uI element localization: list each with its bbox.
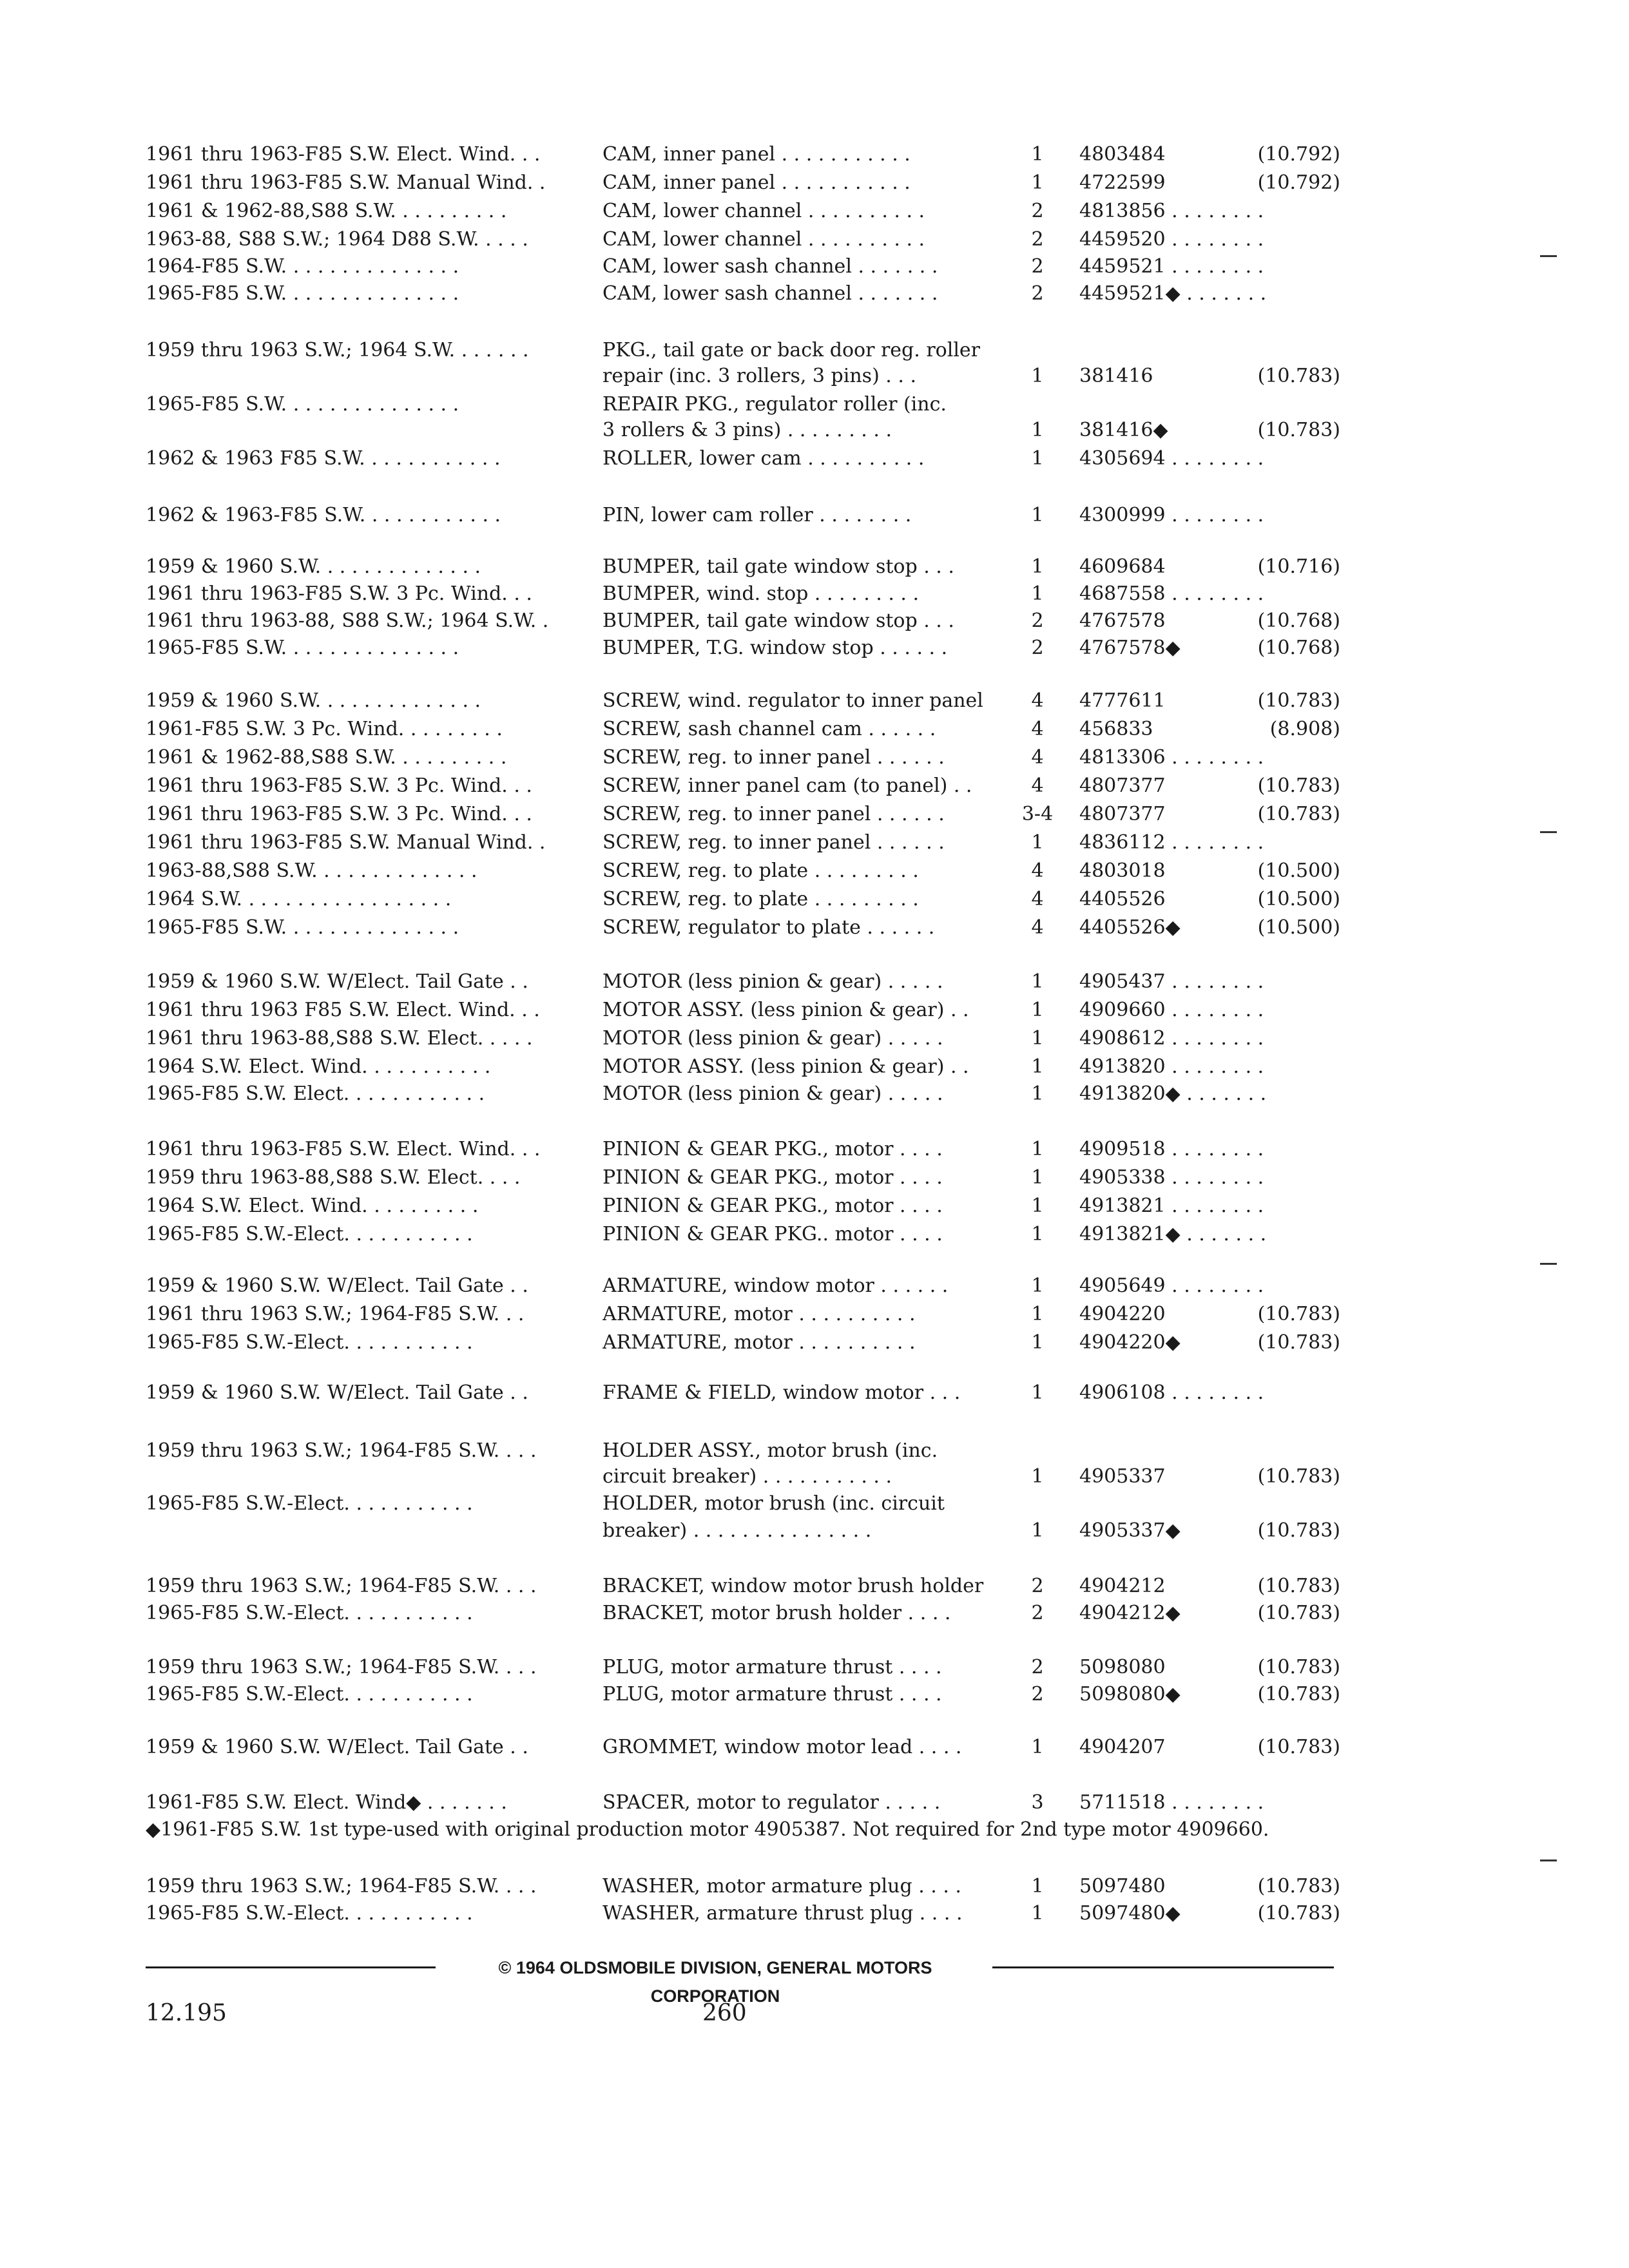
description-cell: 3 rollers & 3 pins) . . . . . . . . . xyxy=(602,419,892,441)
part-number-cell: 4300999 . . . . . . . . xyxy=(1079,504,1264,526)
part-number-cell: 4909660 . . . . . . . . xyxy=(1079,999,1264,1021)
application-cell: 1961-F85 S.W. 3 Pc. Wind. . . . . . . . . xyxy=(146,718,503,740)
application-cell: 1959 thru 1963 S.W.; 1964-F85 S.W. . . . xyxy=(146,1575,537,1597)
description-cell: MOTOR ASSY. (less pinion & gear) . . xyxy=(602,999,969,1021)
reference-cell: (10.783) xyxy=(1257,803,1340,825)
part-number-cell: 4722599 xyxy=(1079,171,1166,194)
reference-cell: (10.783) xyxy=(1257,1465,1340,1488)
part-number-cell: 4803484 xyxy=(1079,143,1166,166)
reference-cell: (10.716) xyxy=(1257,555,1340,578)
margin-mark xyxy=(1540,1263,1557,1265)
application-cell: 1961 thru 1963-88, S88 S.W.; 1964 S.W. . xyxy=(146,610,549,632)
reference-cell: (10.783) xyxy=(1257,1575,1340,1597)
table-row xyxy=(0,1572,1629,1600)
description-cell: CAM, inner panel . . . . . . . . . . . xyxy=(602,171,911,194)
part-number-cell: 4767578 xyxy=(1079,610,1166,632)
table-row xyxy=(0,634,1629,662)
part-number-cell: 5098080 xyxy=(1079,1656,1166,1678)
part-number-cell: 4405526◆ xyxy=(1079,916,1181,939)
description-cell: WASHER, motor armature plug . . . . xyxy=(602,1875,961,1898)
part-number-cell: 4904220◆ xyxy=(1079,1331,1181,1354)
margin-mark xyxy=(1540,255,1557,257)
quantity-cell: 1 xyxy=(1031,1381,1044,1404)
part-number-cell: 4813306 . . . . . . . . xyxy=(1079,746,1264,769)
quantity-cell: 4 xyxy=(1031,888,1044,910)
table-row xyxy=(0,226,1629,254)
part-number-cell: 4459521◆ . . . . . . . xyxy=(1079,282,1267,305)
table-row xyxy=(0,857,1629,885)
application-cell: 1961 thru 1963-F85 S.W. Manual Wind. . xyxy=(146,831,546,854)
table-row xyxy=(0,1733,1629,1762)
quantity-cell: 4 xyxy=(1031,916,1044,939)
quantity-cell: 4 xyxy=(1031,746,1044,769)
description-cell: PINION & GEAR PKG.. motor . . . . xyxy=(602,1223,943,1245)
reference-cell: (10.783) xyxy=(1257,419,1340,441)
quantity-cell: 1 xyxy=(1031,365,1044,387)
reference-cell: (10.783) xyxy=(1257,1683,1340,1706)
description-cell: SCREW, reg. to inner panel . . . . . . xyxy=(602,831,945,854)
quantity-cell: 1 xyxy=(1031,1138,1044,1160)
description-cell: circuit breaker) . . . . . . . . . . . xyxy=(602,1465,892,1488)
table-row xyxy=(0,687,1629,715)
reference-cell: (10.783) xyxy=(1257,365,1340,387)
application-cell: 1961 thru 1963-F85 S.W. 3 Pc. Wind. . . xyxy=(146,803,532,825)
application-cell: 1962 & 1963-F85 S.W. . . . . . . . . . . . xyxy=(146,504,501,526)
application-cell: 1965-F85 S.W. . . . . . . . . . . . . . . xyxy=(146,393,459,416)
table-row xyxy=(0,1053,1629,1081)
reference-cell: (8.908) xyxy=(1269,718,1340,740)
quantity-cell: 1 xyxy=(1031,1736,1044,1758)
part-number-cell: 4459520 . . . . . . . . xyxy=(1079,228,1264,251)
quantity-cell: 2 xyxy=(1031,255,1044,278)
application-cell: 1964 S.W. Elect. Wind. . . . . . . . . . xyxy=(146,1195,479,1217)
table-row xyxy=(0,1220,1629,1249)
part-number-cell: 456833 xyxy=(1079,718,1153,740)
application-cell: 1964-F85 S.W. . . . . . . . . . . . . . . xyxy=(146,255,459,278)
part-number-cell: 4813856 . . . . . . . . xyxy=(1079,200,1264,222)
footnote: ◆1961-F85 S.W. 1st type-used with original production motor 4905387. Not required for 2nd type motor 4909660. xyxy=(146,1818,1269,1841)
description-cell: BUMPER, T.G. window stop . . . . . . xyxy=(602,637,948,659)
table-row xyxy=(0,336,1629,365)
application-cell: 1965-F85 S.W. . . . . . . . . . . . . . . xyxy=(146,282,459,305)
part-number-cell: 4908612 . . . . . . . . xyxy=(1079,1027,1264,1050)
description-cell: PIN, lower cam roller . . . . . . . . xyxy=(602,504,912,526)
table-row xyxy=(0,390,1629,419)
table-row xyxy=(0,553,1629,581)
table-row xyxy=(0,1329,1629,1357)
description-cell: HOLDER, motor brush (inc. circuit xyxy=(602,1492,945,1515)
quantity-cell: 1 xyxy=(1031,1303,1044,1325)
reference-cell: (10.500) xyxy=(1257,860,1340,882)
table-row xyxy=(0,1164,1629,1192)
description-cell: PINION & GEAR PKG., motor . . . . xyxy=(602,1166,943,1189)
part-number-cell: 4459521 . . . . . . . . xyxy=(1079,255,1264,278)
reference-cell: (10.783) xyxy=(1257,1902,1340,1925)
quantity-cell: 1 xyxy=(1031,831,1044,854)
quantity-cell: 1 xyxy=(1031,1195,1044,1217)
table-row xyxy=(0,1517,1629,1545)
description-cell: SCREW, inner panel cam (to panel) . . xyxy=(602,774,972,797)
part-number-cell: 4803018 xyxy=(1079,860,1166,882)
table-row xyxy=(0,362,1629,390)
part-number-cell: 4405526 xyxy=(1079,888,1166,910)
application-cell: 1961 thru 1963-F85 S.W. Elect. Wind. . . xyxy=(146,143,541,166)
table-row xyxy=(0,1899,1629,1928)
reference-cell: (10.500) xyxy=(1257,888,1340,910)
table-row xyxy=(0,914,1629,942)
table-row xyxy=(0,253,1629,281)
table-row xyxy=(0,1135,1629,1164)
application-cell: 1965-F85 S.W. Elect. . . . . . . . . . . . xyxy=(146,1082,485,1105)
part-number-cell: 4909518 . . . . . . . . xyxy=(1079,1138,1264,1160)
description-cell: repair (inc. 3 rollers, 3 pins) . . . xyxy=(602,365,916,387)
page-number: 260 xyxy=(702,2000,747,2026)
application-cell: 1961 thru 1963-F85 S.W. Elect. Wind. . . xyxy=(146,1138,541,1160)
table-row xyxy=(0,885,1629,914)
description-cell: SPACER, motor to regulator . . . . . xyxy=(602,1791,941,1814)
part-number-cell: 4913820◆ . . . . . . . xyxy=(1079,1082,1267,1105)
application-cell: 1959 thru 1963 S.W.; 1964-F85 S.W. . . . xyxy=(146,1656,537,1678)
quantity-cell: 1 xyxy=(1031,555,1044,578)
reference-cell: (10.783) xyxy=(1257,1519,1340,1542)
description-cell: CAM, lower channel . . . . . . . . . . xyxy=(602,228,925,251)
application-cell: 1959 & 1960 S.W. W/Elect. Tail Gate . . xyxy=(146,1274,528,1297)
description-cell: PLUG, motor armature thrust . . . . xyxy=(602,1683,942,1706)
quantity-cell: 1 xyxy=(1031,143,1044,166)
description-cell: BRACKET, motor brush holder . . . . xyxy=(602,1602,951,1624)
description-cell: CAM, lower channel . . . . . . . . . . xyxy=(602,200,925,222)
quantity-cell: 1 xyxy=(1031,1027,1044,1050)
table-row xyxy=(0,197,1629,226)
description-cell: WASHER, armature thrust plug . . . . xyxy=(602,1902,963,1925)
quantity-cell: 1 xyxy=(1031,1055,1044,1078)
reference-cell: (10.783) xyxy=(1257,1875,1340,1898)
quantity-cell: 2 xyxy=(1031,200,1044,222)
quantity-cell: 1 xyxy=(1031,1166,1044,1189)
quantity-cell: 2 xyxy=(1031,228,1044,251)
reference-cell: (10.783) xyxy=(1257,1303,1340,1325)
part-number-cell: 4609684 xyxy=(1079,555,1166,578)
description-cell: BRACKET, window motor brush holder xyxy=(602,1575,984,1597)
table-row xyxy=(0,1599,1629,1628)
reference-cell: (10.500) xyxy=(1257,916,1340,939)
application-cell: 1962 & 1963 F85 S.W. . . . . . . . . . . . xyxy=(146,447,501,470)
reference-cell: (10.783) xyxy=(1257,1656,1340,1678)
part-number-cell: 4905437 . . . . . . . . xyxy=(1079,970,1264,993)
application-cell: 1959 thru 1963-88,S88 S.W. Elect. . . . xyxy=(146,1166,521,1189)
part-number-cell: 4807377 xyxy=(1079,803,1166,825)
application-cell: 1963-88,S88 S.W. . . . . . . . . . . . . . xyxy=(146,860,477,882)
part-number-cell: 5097480◆ xyxy=(1079,1902,1181,1925)
quantity-cell: 1 xyxy=(1031,1223,1044,1245)
part-number-cell: 4767578◆ xyxy=(1079,637,1181,659)
description-cell: PINION & GEAR PKG., motor . . . . xyxy=(602,1138,943,1160)
reference-cell: (10.783) xyxy=(1257,1736,1340,1758)
part-number-cell: 4906108 . . . . . . . . xyxy=(1079,1381,1264,1404)
part-number-cell: 5711518 . . . . . . . . xyxy=(1079,1791,1264,1814)
margin-mark xyxy=(1540,831,1557,833)
description-cell: breaker) . . . . . . . . . . . . . . . xyxy=(602,1519,872,1542)
description-cell: CAM, lower sash channel . . . . . . . xyxy=(602,282,938,305)
application-cell: 1961 thru 1963-F85 S.W. 3 Pc. Wind. . . xyxy=(146,582,532,605)
part-number-cell: 4904220 xyxy=(1079,1303,1166,1325)
description-cell: SCREW, reg. to inner panel . . . . . . xyxy=(602,746,945,769)
description-cell: ARMATURE, window motor . . . . . . xyxy=(602,1274,949,1297)
table-row xyxy=(0,1379,1629,1407)
reference-cell: (10.783) xyxy=(1257,1602,1340,1624)
application-cell: 1959 & 1960 S.W. . . . . . . . . . . . . . xyxy=(146,689,481,712)
part-number-cell: 5097480 xyxy=(1079,1875,1166,1898)
application-cell: 1961 thru 1963 F85 S.W. Elect. Wind. . . xyxy=(146,999,540,1021)
part-number-cell: 381416 xyxy=(1079,365,1153,387)
application-cell: 1961 thru 1963-F85 S.W. 3 Pc. Wind. . . xyxy=(146,774,532,797)
quantity-cell: 1 xyxy=(1031,419,1044,441)
quantity-cell: 1 xyxy=(1031,1082,1044,1105)
quantity-cell: 4 xyxy=(1031,718,1044,740)
application-cell: 1965-F85 S.W.-Elect. . . . . . . . . . . xyxy=(146,1223,473,1245)
description-cell: SCREW, reg. to plate . . . . . . . . . xyxy=(602,860,919,882)
part-number-cell: 4836112 . . . . . . . . xyxy=(1079,831,1264,854)
quantity-cell: 2 xyxy=(1031,282,1044,305)
part-number-cell: 5098080◆ xyxy=(1079,1683,1181,1706)
quantity-cell: 2 xyxy=(1031,1575,1044,1597)
copyright-line: © 1964 OLDSMOBILE DIVISION, GENERAL MOTORS CORPORATION xyxy=(498,1958,932,2006)
description-cell: PLUG, motor armature thrust . . . . xyxy=(602,1656,942,1678)
description-cell: MOTOR (less pinion & gear) . . . . . xyxy=(602,970,943,993)
part-number-cell: 4777611 xyxy=(1079,689,1166,712)
part-number-cell: 4905338 . . . . . . . . xyxy=(1079,1166,1264,1189)
table-row xyxy=(0,280,1629,308)
description-cell: BUMPER, tail gate window stop . . . xyxy=(602,555,954,578)
description-cell: MOTOR ASSY. (less pinion & gear) . . xyxy=(602,1055,969,1078)
description-cell: HOLDER ASSY., motor brush (inc. xyxy=(602,1439,938,1462)
table-row xyxy=(0,1024,1629,1053)
part-number-cell: 4305694 . . . . . . . . xyxy=(1079,447,1264,470)
application-cell: 1965-F85 S.W. . . . . . . . . . . . . . . xyxy=(146,916,459,939)
description-cell: GROMMET, window motor lead . . . . xyxy=(602,1736,962,1758)
quantity-cell: 2 xyxy=(1031,1683,1044,1706)
description-cell: BUMPER, tail gate window stop . . . xyxy=(602,610,954,632)
quantity-cell: 2 xyxy=(1031,1656,1044,1678)
part-number-cell: 4913821 . . . . . . . . xyxy=(1079,1195,1264,1217)
description-cell: ARMATURE, motor . . . . . . . . . . xyxy=(602,1303,916,1325)
quantity-cell: 1 xyxy=(1031,171,1044,194)
table-row xyxy=(0,1272,1629,1300)
table-row xyxy=(0,996,1629,1024)
description-cell: SCREW, reg. to plate . . . . . . . . . xyxy=(602,888,919,910)
application-cell: 1965-F85 S.W. . . . . . . . . . . . . . . xyxy=(146,637,459,659)
table-row xyxy=(0,744,1629,772)
part-number-cell: 4687558 . . . . . . . . xyxy=(1079,582,1264,605)
quantity-cell: 2 xyxy=(1031,637,1044,659)
part-number-cell: 4904207 xyxy=(1079,1736,1166,1758)
table-row xyxy=(0,445,1629,473)
part-number-cell: 4913820 . . . . . . . . xyxy=(1079,1055,1264,1078)
description-cell: SCREW, wind. regulator to inner panel xyxy=(602,689,983,712)
table-row xyxy=(0,715,1629,744)
quantity-cell: 1 xyxy=(1031,1331,1044,1354)
margin-mark xyxy=(1540,1860,1557,1861)
application-cell: 1959 & 1960 S.W. W/Elect. Tail Gate . . xyxy=(146,970,528,993)
application-cell: 1959 thru 1963 S.W.; 1964-F85 S.W. . . . xyxy=(146,1875,537,1898)
table-row xyxy=(0,140,1629,169)
table-row xyxy=(0,1653,1629,1682)
description-cell: CAM, lower sash channel . . . . . . . xyxy=(602,255,938,278)
quantity-cell: 4 xyxy=(1031,860,1044,882)
description-cell: CAM, inner panel . . . . . . . . . . . xyxy=(602,143,911,166)
table-row xyxy=(0,1192,1629,1220)
application-cell: 1964 S.W. Elect. Wind. . . . . . . . . . . xyxy=(146,1055,491,1078)
application-cell: 1959 thru 1963 S.W.; 1964 S.W. . . . . . . xyxy=(146,339,529,361)
application-cell: 1965-F85 S.W.-Elect. . . . . . . . . . . xyxy=(146,1492,473,1515)
reference-cell: (10.783) xyxy=(1257,689,1340,712)
quantity-cell: 4 xyxy=(1031,689,1044,712)
table-row xyxy=(0,772,1629,800)
application-cell: 1961-F85 S.W. Elect. Wind◆ . . . . . . . xyxy=(146,1791,507,1814)
table-row xyxy=(0,1680,1629,1709)
reference-cell: (10.768) xyxy=(1257,610,1340,632)
description-cell: BUMPER, wind. stop . . . . . . . . . xyxy=(602,582,920,605)
description-cell: SCREW, sash channel cam . . . . . . xyxy=(602,718,936,740)
quantity-cell: 1 xyxy=(1031,504,1044,526)
table-row xyxy=(0,829,1629,857)
application-cell: 1959 thru 1963 S.W.; 1964-F85 S.W. . . . xyxy=(146,1439,537,1462)
description-cell: REPAIR PKG., regulator roller (inc. xyxy=(602,393,947,416)
application-cell: 1961 thru 1963-F85 S.W. Manual Wind. . xyxy=(146,171,546,194)
reference-cell: (10.792) xyxy=(1257,143,1340,166)
table-row xyxy=(0,607,1629,635)
quantity-cell: 4 xyxy=(1031,774,1044,797)
reference-cell: (10.783) xyxy=(1257,774,1340,797)
table-row xyxy=(0,580,1629,608)
description-cell: MOTOR (less pinion & gear) . . . . . xyxy=(602,1027,943,1050)
quantity-cell: 1 xyxy=(1031,582,1044,605)
application-cell: 1964 S.W. . . . . . . . . . . . . . . . . . xyxy=(146,888,452,910)
application-cell: 1961 & 1962-88,S88 S.W. . . . . . . . . . xyxy=(146,200,507,222)
table-row xyxy=(0,1872,1629,1901)
part-number-cell: 4905649 . . . . . . . . xyxy=(1079,1274,1264,1297)
description-cell: PKG., tail gate or back door reg. roller xyxy=(602,339,981,361)
table-row xyxy=(0,1490,1629,1518)
table-row xyxy=(0,800,1629,829)
table-row xyxy=(0,501,1629,530)
reference-cell: (10.792) xyxy=(1257,171,1340,194)
application-cell: 1959 & 1960 S.W. . . . . . . . . . . . . . xyxy=(146,555,481,578)
quantity-cell: 1 xyxy=(1031,1875,1044,1898)
quantity-cell: 1 xyxy=(1031,1465,1044,1488)
table-row xyxy=(0,1789,1629,1817)
description-cell: PINION & GEAR PKG., motor . . . . xyxy=(602,1195,943,1217)
application-cell: 1959 & 1960 S.W. W/Elect. Tail Gate . . xyxy=(146,1736,528,1758)
application-cell: 1961 thru 1963-88,S88 S.W. Elect. . . . . xyxy=(146,1027,533,1050)
description-cell: SCREW, regulator to plate . . . . . . xyxy=(602,916,935,939)
quantity-cell: 1 xyxy=(1031,970,1044,993)
quantity-cell: 2 xyxy=(1031,610,1044,632)
description-cell: ROLLER, lower cam . . . . . . . . . . xyxy=(602,447,925,470)
part-number-cell: 4913821◆ . . . . . . . xyxy=(1079,1223,1267,1245)
table-row xyxy=(0,968,1629,996)
table-row xyxy=(0,1300,1629,1329)
section-number: 12.195 xyxy=(146,2000,227,2026)
part-number-cell: 4904212 xyxy=(1079,1575,1166,1597)
quantity-cell: 1 xyxy=(1031,999,1044,1021)
application-cell: 1965-F85 S.W.-Elect. . . . . . . . . . . xyxy=(146,1683,473,1706)
description-cell: ARMATURE, motor . . . . . . . . . . xyxy=(602,1331,916,1354)
table-row xyxy=(0,416,1629,445)
part-number-cell: 4807377 xyxy=(1079,774,1166,797)
quantity-cell: 1 xyxy=(1031,1519,1044,1542)
application-cell: 1965-F85 S.W.-Elect. . . . . . . . . . . xyxy=(146,1331,473,1354)
reference-cell: (10.768) xyxy=(1257,637,1340,659)
quantity-cell: 1 xyxy=(1031,1902,1044,1925)
reference-cell: (10.783) xyxy=(1257,1331,1340,1354)
application-cell: 1965-F85 S.W.-Elect. . . . . . . . . . . xyxy=(146,1602,473,1624)
application-cell: 1965-F85 S.W.-Elect. . . . . . . . . . . xyxy=(146,1902,473,1925)
description-cell: SCREW, reg. to inner panel . . . . . . xyxy=(602,803,945,825)
table-row xyxy=(0,1080,1629,1108)
quantity-cell: 1 xyxy=(1031,447,1044,470)
application-cell: 1961 & 1962-88,S88 S.W. . . . . . . . . . xyxy=(146,746,507,769)
footer-rule-right xyxy=(992,1966,1334,1968)
part-number-cell: 381416◆ xyxy=(1079,419,1168,441)
part-number-cell: 4905337◆ xyxy=(1079,1519,1181,1542)
quantity-cell: 3 xyxy=(1031,1791,1044,1814)
footer-rule-left xyxy=(146,1966,436,1968)
table-row xyxy=(0,169,1629,197)
description-cell: FRAME & FIELD, window motor . . . xyxy=(602,1381,961,1404)
application-cell: 1963-88, S88 S.W.; 1964 D88 S.W. . . . . xyxy=(146,228,528,251)
application-cell: 1961 thru 1963 S.W.; 1964-F85 S.W. . . xyxy=(146,1303,525,1325)
application-cell: 1959 & 1960 S.W. W/Elect. Tail Gate . . xyxy=(146,1381,528,1404)
part-number-cell: 4905337 xyxy=(1079,1465,1166,1488)
description-cell: MOTOR (less pinion & gear) . . . . . xyxy=(602,1082,943,1105)
quantity-cell: 1 xyxy=(1031,1274,1044,1297)
quantity-cell: 3-4 xyxy=(1021,803,1054,825)
part-number-cell: 4904212◆ xyxy=(1079,1602,1181,1624)
table-row xyxy=(0,1437,1629,1465)
table-row xyxy=(0,1463,1629,1491)
quantity-cell: 2 xyxy=(1031,1602,1044,1624)
